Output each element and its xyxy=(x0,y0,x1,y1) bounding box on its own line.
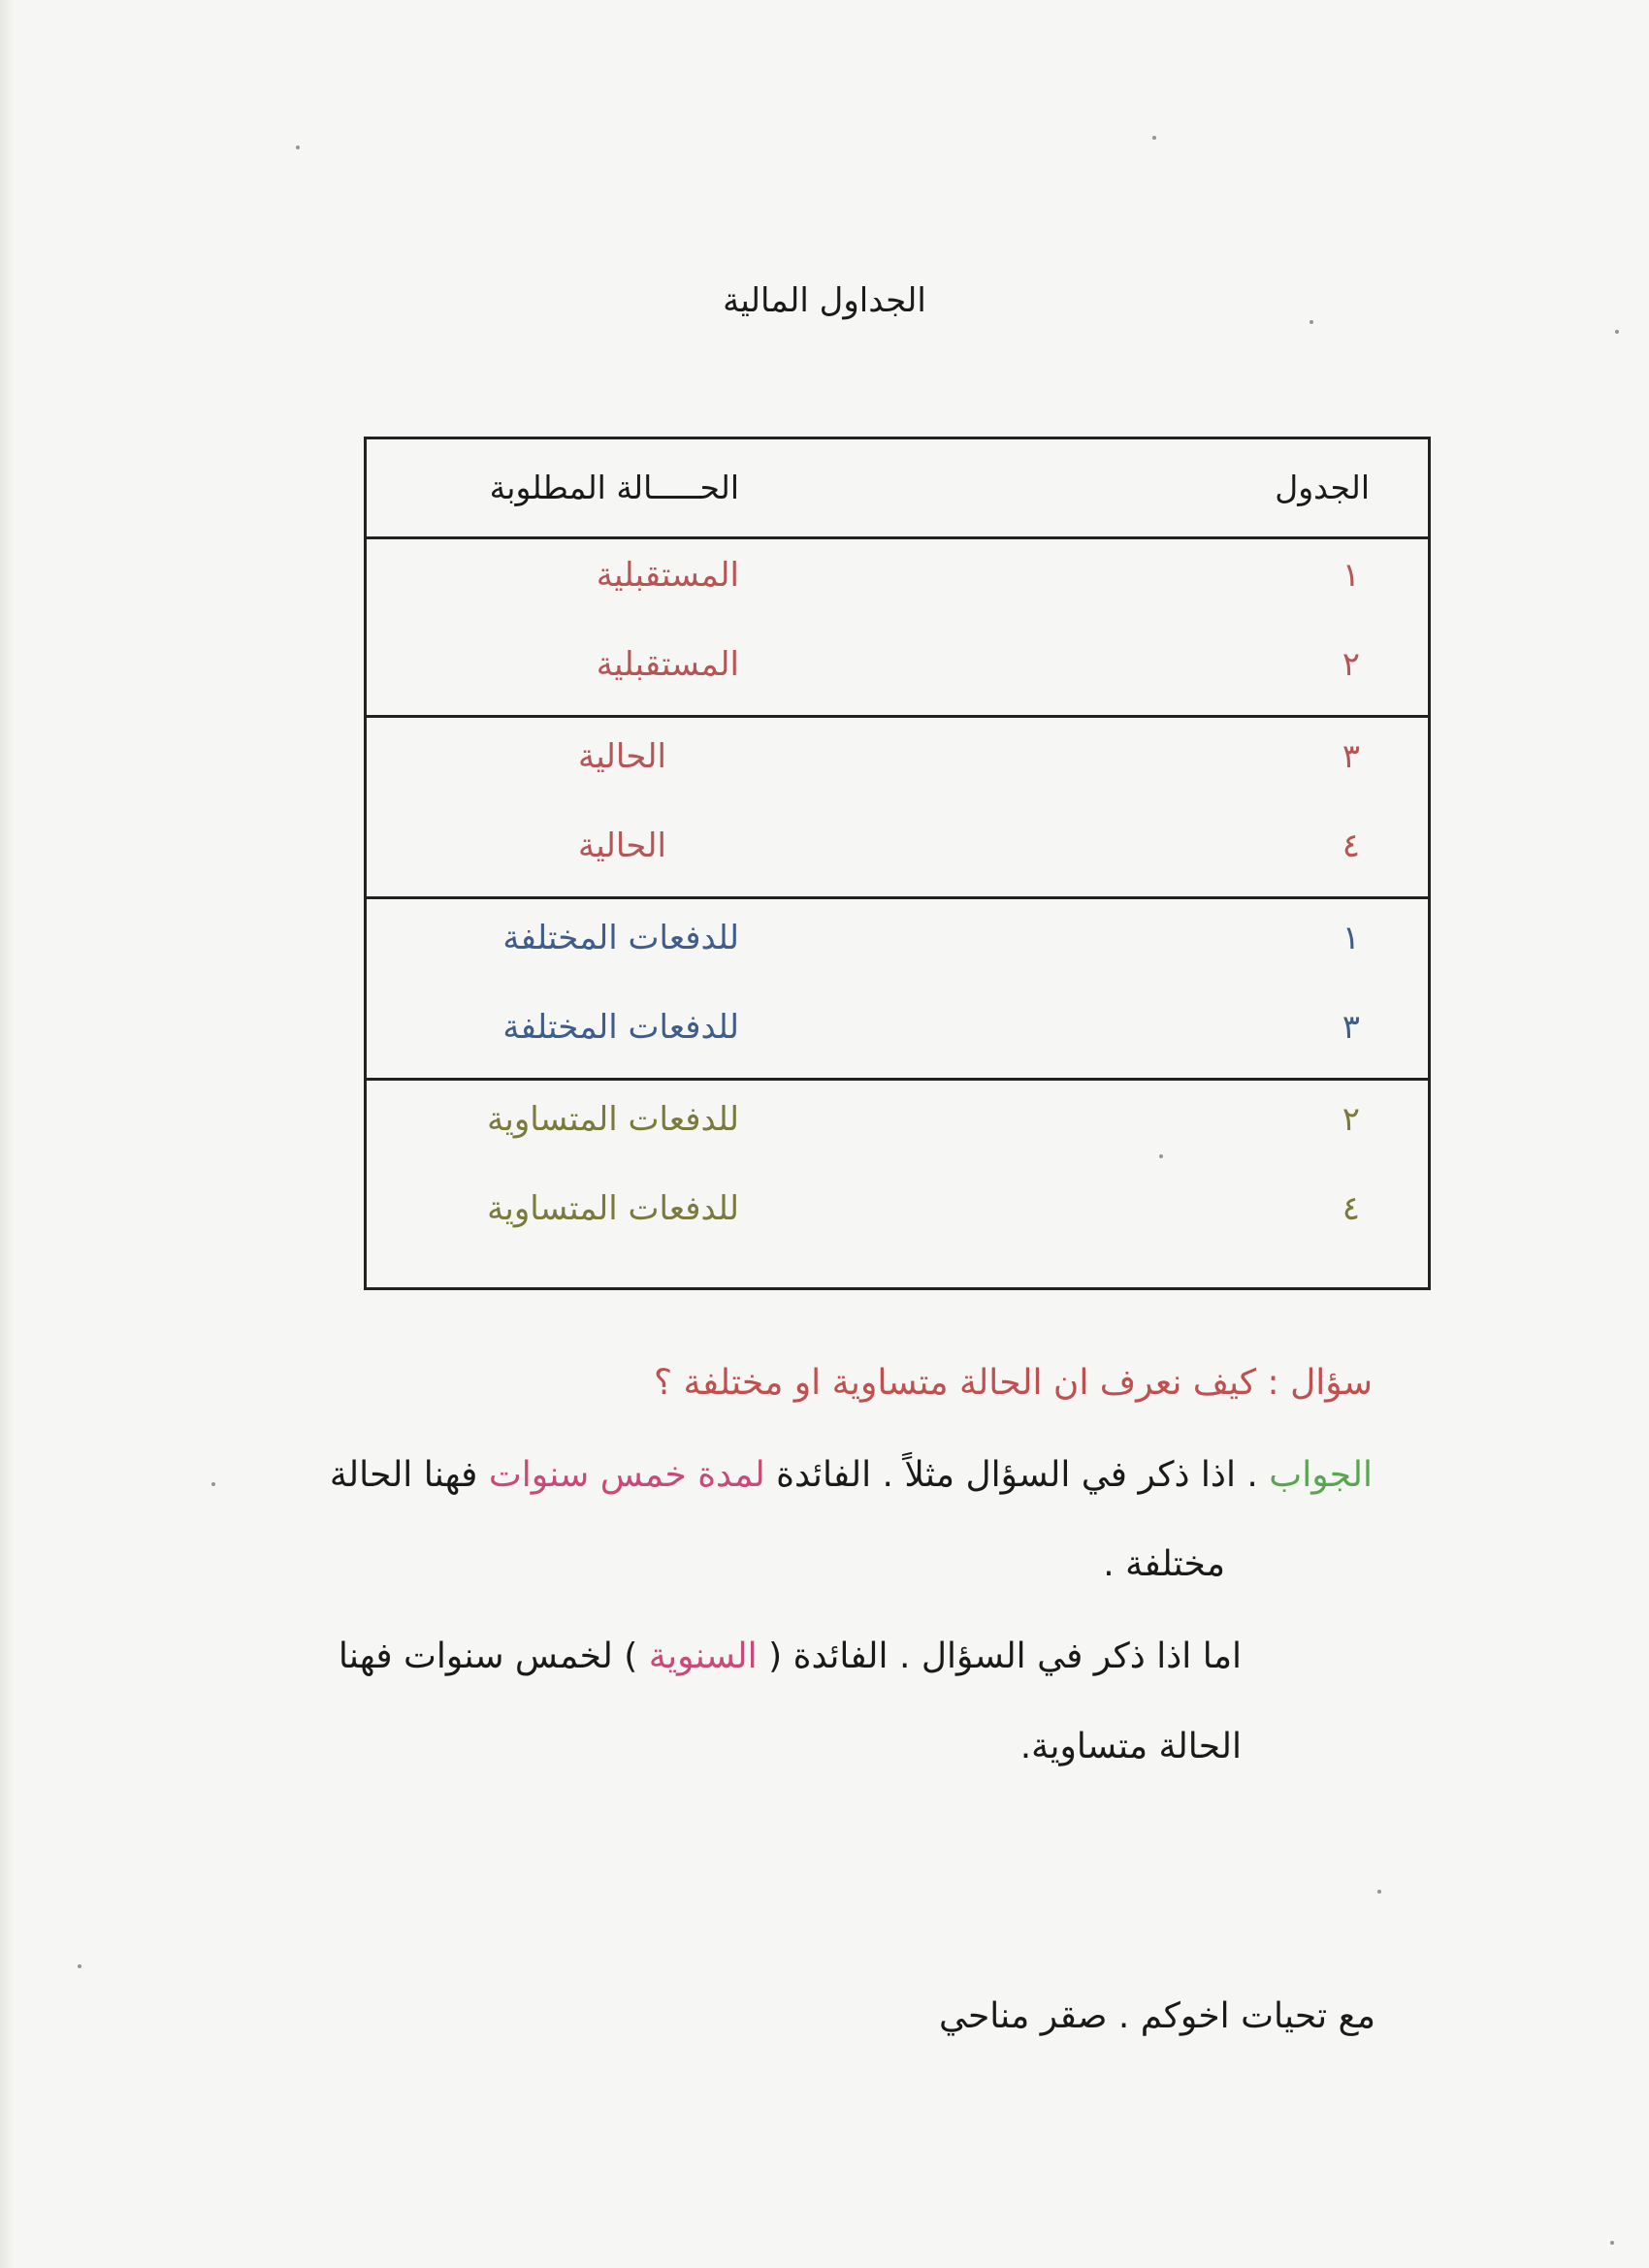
table-row xyxy=(367,807,1428,896)
financial-tables-table xyxy=(364,437,1431,1290)
header-required-state: الحـــــالة المطلوبة xyxy=(489,469,739,506)
table-group-present xyxy=(367,718,1428,899)
table-row xyxy=(367,718,1428,807)
table-row xyxy=(367,536,1428,626)
answer-text: ) لخمس سنوات فهنا xyxy=(338,1636,649,1676)
row-number: ٢ xyxy=(1342,645,1360,684)
row-state: للدفعات المختلفة xyxy=(502,919,739,957)
table-group-future xyxy=(367,536,1428,718)
row-state: الحالية xyxy=(578,737,666,776)
question-text: سؤال : كيف نعرف ان الحالة متساوية او مختلفة ؟ xyxy=(653,1363,1373,1403)
answer-highlight-duration: لمدة خمس سنوات xyxy=(488,1455,765,1495)
row-state: المستقبلية xyxy=(596,556,739,595)
row-state: للدفعات المختلفة xyxy=(502,1008,739,1047)
row-number: ٤ xyxy=(1342,826,1360,865)
answer-text: . اذا ذكر في السؤال مثلاً . الفائدة xyxy=(764,1455,1270,1495)
header-table-number: الجدول xyxy=(1275,469,1370,506)
row-state: للدفعات المتساوية xyxy=(487,1100,739,1139)
table-group-equal-payments xyxy=(367,1081,1428,1259)
answer-line-3 xyxy=(339,1636,1242,1676)
answer-line-2: مختلفة . xyxy=(1103,1544,1225,1584)
row-state: المستقبلية xyxy=(596,645,739,684)
table-row xyxy=(367,988,1428,1078)
row-state: للدفعات المتساوية xyxy=(487,1189,739,1228)
scan-speck xyxy=(1310,320,1313,324)
scan-speck xyxy=(211,1482,215,1486)
table-header xyxy=(367,439,1428,539)
answer-line-1 xyxy=(330,1455,1373,1495)
row-number: ٤ xyxy=(1342,1189,1360,1228)
row-number: ٢ xyxy=(1342,1100,1360,1139)
row-number: ٣ xyxy=(1342,1008,1360,1047)
scan-speck xyxy=(1377,1890,1381,1894)
row-number: ١ xyxy=(1342,556,1360,595)
table-row xyxy=(367,1081,1428,1170)
row-number: ١ xyxy=(1342,919,1360,957)
scan-speck xyxy=(1152,136,1156,140)
answer-label: الجواب xyxy=(1269,1455,1373,1495)
table-group-different-payments xyxy=(367,899,1428,1081)
answer-text: فهنا الحالة xyxy=(329,1455,489,1495)
row-state: الحالية xyxy=(578,826,666,865)
table-row xyxy=(367,1170,1428,1259)
scan-speck xyxy=(78,1964,81,1968)
table-row xyxy=(367,899,1428,988)
row-number: ٣ xyxy=(1342,737,1360,776)
scan-speck xyxy=(296,146,300,149)
answer-line-4: الحالة متساوية. xyxy=(1019,1727,1242,1766)
answer-text: اما اذا ذكر في السؤال . الفائدة ( xyxy=(757,1636,1242,1676)
scan-speck xyxy=(1615,330,1619,334)
signature: مع تحيات اخوكم . صقر مناحي xyxy=(938,1996,1375,2036)
answer-highlight-annual: السنوية xyxy=(648,1636,758,1676)
table-row xyxy=(367,626,1428,715)
scan-speck xyxy=(1610,2241,1614,2245)
page-title: الجداول المالية xyxy=(723,281,926,320)
scan-edge xyxy=(0,0,14,2268)
